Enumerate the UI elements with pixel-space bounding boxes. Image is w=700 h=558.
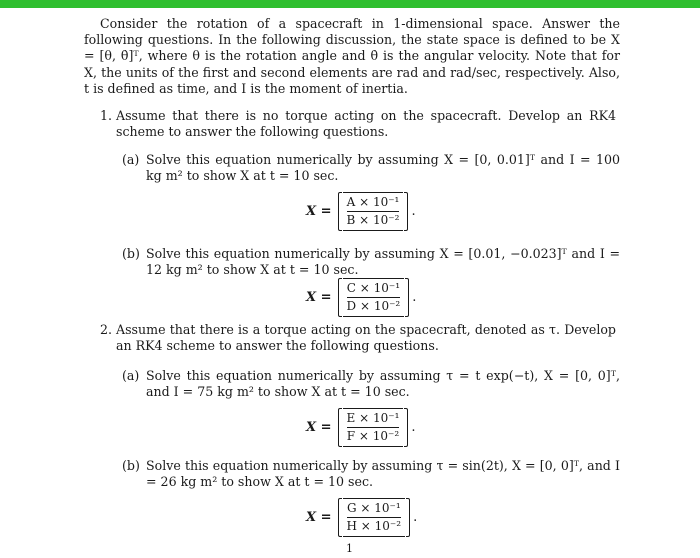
vector-top-entry: A × 10⁻¹ bbox=[346, 195, 400, 209]
top-accent-bar bbox=[0, 0, 700, 8]
vector-divider bbox=[347, 517, 402, 518]
period: . bbox=[411, 420, 416, 435]
question-1b-label: (b) bbox=[122, 246, 140, 261]
equation-lhs bbox=[306, 510, 332, 525]
period: . bbox=[413, 510, 418, 525]
equation-lhs-text: X = bbox=[306, 204, 332, 219]
state-vector-1b bbox=[338, 278, 410, 317]
equation-lhs bbox=[306, 204, 332, 219]
question-1-number: 1. bbox=[100, 108, 113, 123]
vector-divider bbox=[347, 297, 401, 298]
equation-1a bbox=[306, 192, 416, 231]
question-1-text: Assume that there is no torque acting on the spacecraft. Develop an RK4 scheme to answer the following questions. bbox=[116, 108, 616, 140]
equation-lhs-text: X = bbox=[306, 290, 332, 305]
equation-lhs bbox=[306, 290, 332, 305]
state-vector-2b bbox=[338, 498, 411, 537]
equation-2b bbox=[306, 498, 417, 537]
question-2a-text: Solve this equation numerically by assuming τ = t exp(−t), X = [0, 0]ᵀ, and I = 75 kg m² to show X at t = 10 sec. bbox=[146, 368, 620, 400]
question-1 bbox=[100, 108, 620, 140]
period: . bbox=[411, 204, 416, 219]
question-2b-label: (b) bbox=[122, 458, 140, 473]
question-2a-label: (a) bbox=[122, 368, 140, 383]
question-1a-label: (a) bbox=[122, 152, 140, 167]
period: . bbox=[412, 290, 417, 305]
vector-bottom-entry: F × 10⁻² bbox=[346, 429, 400, 443]
state-vector-1a bbox=[338, 192, 409, 231]
question-2 bbox=[100, 322, 620, 354]
vector-divider bbox=[347, 427, 400, 428]
equation-lhs-text: X = bbox=[306, 510, 332, 525]
vector-bottom-entry: D × 10⁻² bbox=[346, 299, 401, 313]
intro-paragraph: Consider the rotation of a spacecraft in 1-dimensional space. Answer the following questions. In the following discussion, the state space is defined to be X = [θ, θ̇]ᵀ, where θ is the rotation angle and θ̇ is the angular velocity. Note that for X, the units of the first and second elements are rad and rad/sec, respectively. Also, t is defined as time, and I is the moment of inertia. bbox=[84, 16, 620, 96]
vector-top-entry: G × 10⁻¹ bbox=[346, 501, 401, 515]
vector-bottom-entry: B × 10⁻² bbox=[346, 213, 400, 227]
page-number: 1 bbox=[346, 542, 353, 555]
equation-lhs bbox=[306, 420, 332, 435]
question-2-number: 2. bbox=[100, 322, 113, 337]
equation-1b bbox=[306, 278, 416, 317]
vector-bottom-entry: H × 10⁻² bbox=[346, 519, 402, 533]
question-1a-text: Solve this equation numerically by assuming X = [0, 0.01]ᵀ and I = 100 kg m² to show X at t = 10 sec. bbox=[146, 152, 620, 184]
vector-top-entry: E × 10⁻¹ bbox=[346, 411, 400, 425]
question-1b-text: Solve this equation numerically by assuming X = [0.01, −0.023]ᵀ and I = 12 kg m² to show X at t = 10 sec. bbox=[146, 246, 620, 278]
vector-top-entry: C × 10⁻¹ bbox=[346, 281, 401, 295]
state-vector-2a bbox=[338, 408, 409, 447]
question-2b-text: Solve this equation numerically by assuming τ = sin(2t), X = [0, 0]ᵀ, and I = 26 kg m² to show X at t = 10 sec. bbox=[146, 458, 620, 490]
equation-lhs-text: X = bbox=[306, 420, 332, 435]
question-2-text: Assume that there is a torque acting on the spacecraft, denoted as τ. Develop an RK4 scheme to answer the following questions. bbox=[116, 322, 616, 354]
equation-2a bbox=[306, 408, 416, 447]
vector-divider bbox=[347, 211, 400, 212]
